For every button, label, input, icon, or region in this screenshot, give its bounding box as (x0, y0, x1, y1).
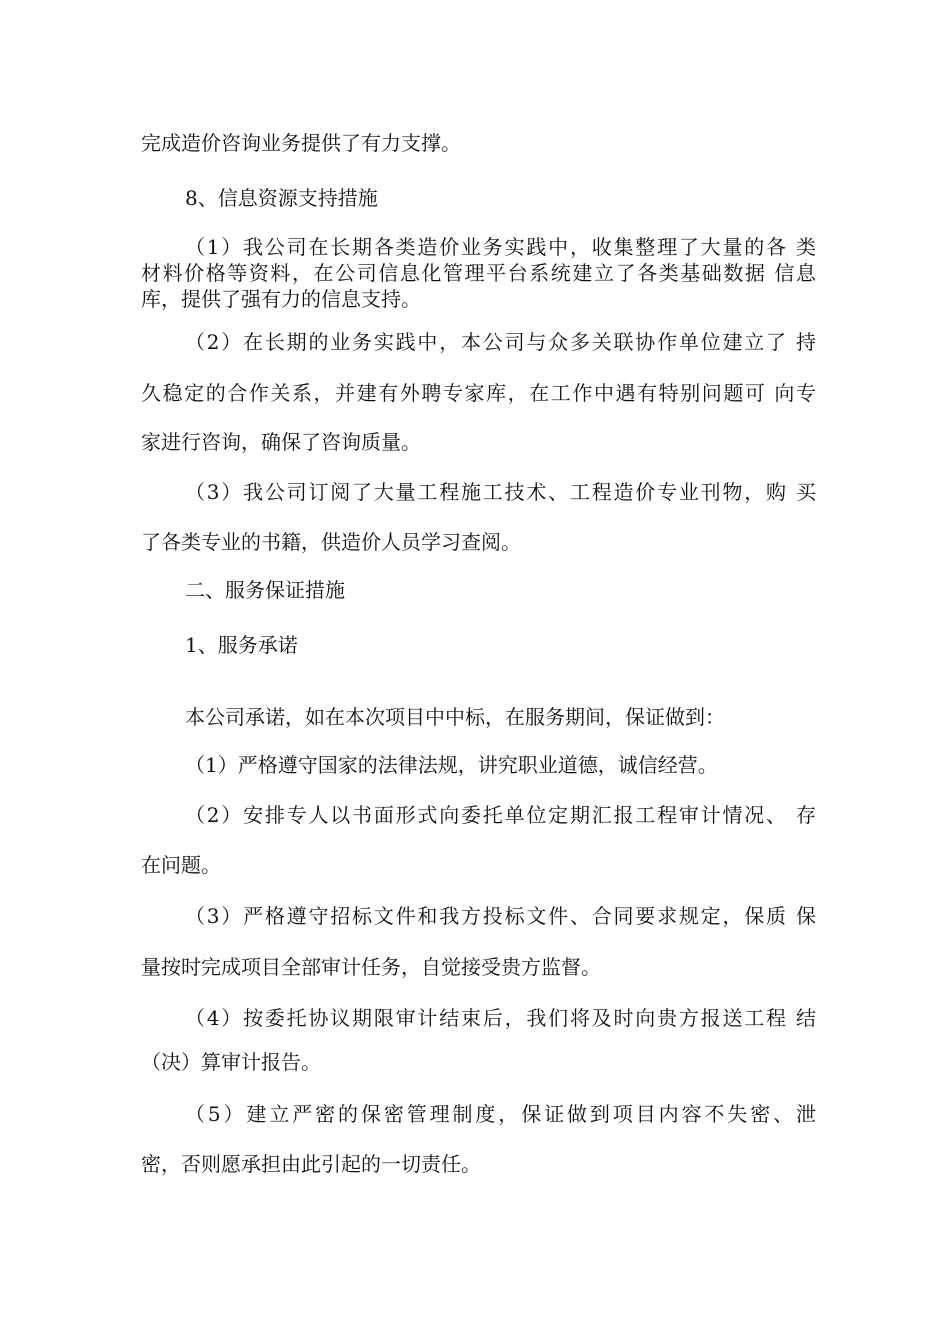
paragraph-line: （3）我公司订阅了大量工程施工技术、工程造价专业刊物，购 买 (185, 480, 816, 504)
paragraph-line: （1）我公司在长期各类造价业务实践中，收集整理了大量的各 类 (185, 235, 816, 259)
paragraph-line: （2）在长期的业务实践中，本公司与众多关联协作单位建立了 持 (185, 330, 816, 354)
section-heading: 二、服务保证措施 (185, 578, 345, 602)
paragraph-line: 材料价格等资料，在公司信息化管理平台系统建立了各类基础数据 信息 (141, 261, 816, 285)
subsection-heading: 1、服务承诺 (185, 633, 298, 657)
paragraph-line: （4）按委托协议期限审计结束后，我们将及时向贵方报送工程 结 (185, 1006, 816, 1030)
section-heading: 8、信息资源支持措施 (185, 186, 378, 210)
paragraph-line: 库，提供了强有力的信息支持。 (141, 287, 421, 311)
paragraph-line: 本公司承诺，如在本次项目中中标，在服务期间，保证做到： (185, 705, 725, 729)
paragraph-line: （决）算审计报告。 (141, 1050, 321, 1074)
paragraph-line: （2）安排专人以书面形式向委托单位定期汇报工程审计情况、 存 (185, 803, 816, 827)
paragraph-line: （3）严格遵守招标文件和我方投标文件、合同要求规定，保质 保 (185, 904, 816, 928)
paragraph-line: 家进行咨询，确保了咨询质量。 (141, 430, 421, 454)
paragraph-line: 量按时完成项目全部审计任务，自觉接受贵方监督。 (141, 955, 601, 979)
paragraph-line: 密，否则愿承担由此引起的一切责任。 (141, 1152, 481, 1176)
paragraph-line: 久稳定的合作关系，并建有外聘专家库，在工作中遇有特别问题可 向专 (141, 381, 816, 405)
paragraph-line: 了各类专业的书籍，供造价人员学习查阅。 (141, 530, 521, 554)
paragraph-line: （5）建立严密的保密管理制度，保证做到项目内容不失密、泄 (185, 1102, 816, 1126)
paragraph-line: 在问题。 (141, 853, 221, 877)
paragraph-line: （1）严格遵守国家的法律法规，讲究职业道德，诚信经营。 (185, 753, 718, 777)
paragraph-line: 完成造价咨询业务提供了有力支撑。 (141, 131, 461, 155)
